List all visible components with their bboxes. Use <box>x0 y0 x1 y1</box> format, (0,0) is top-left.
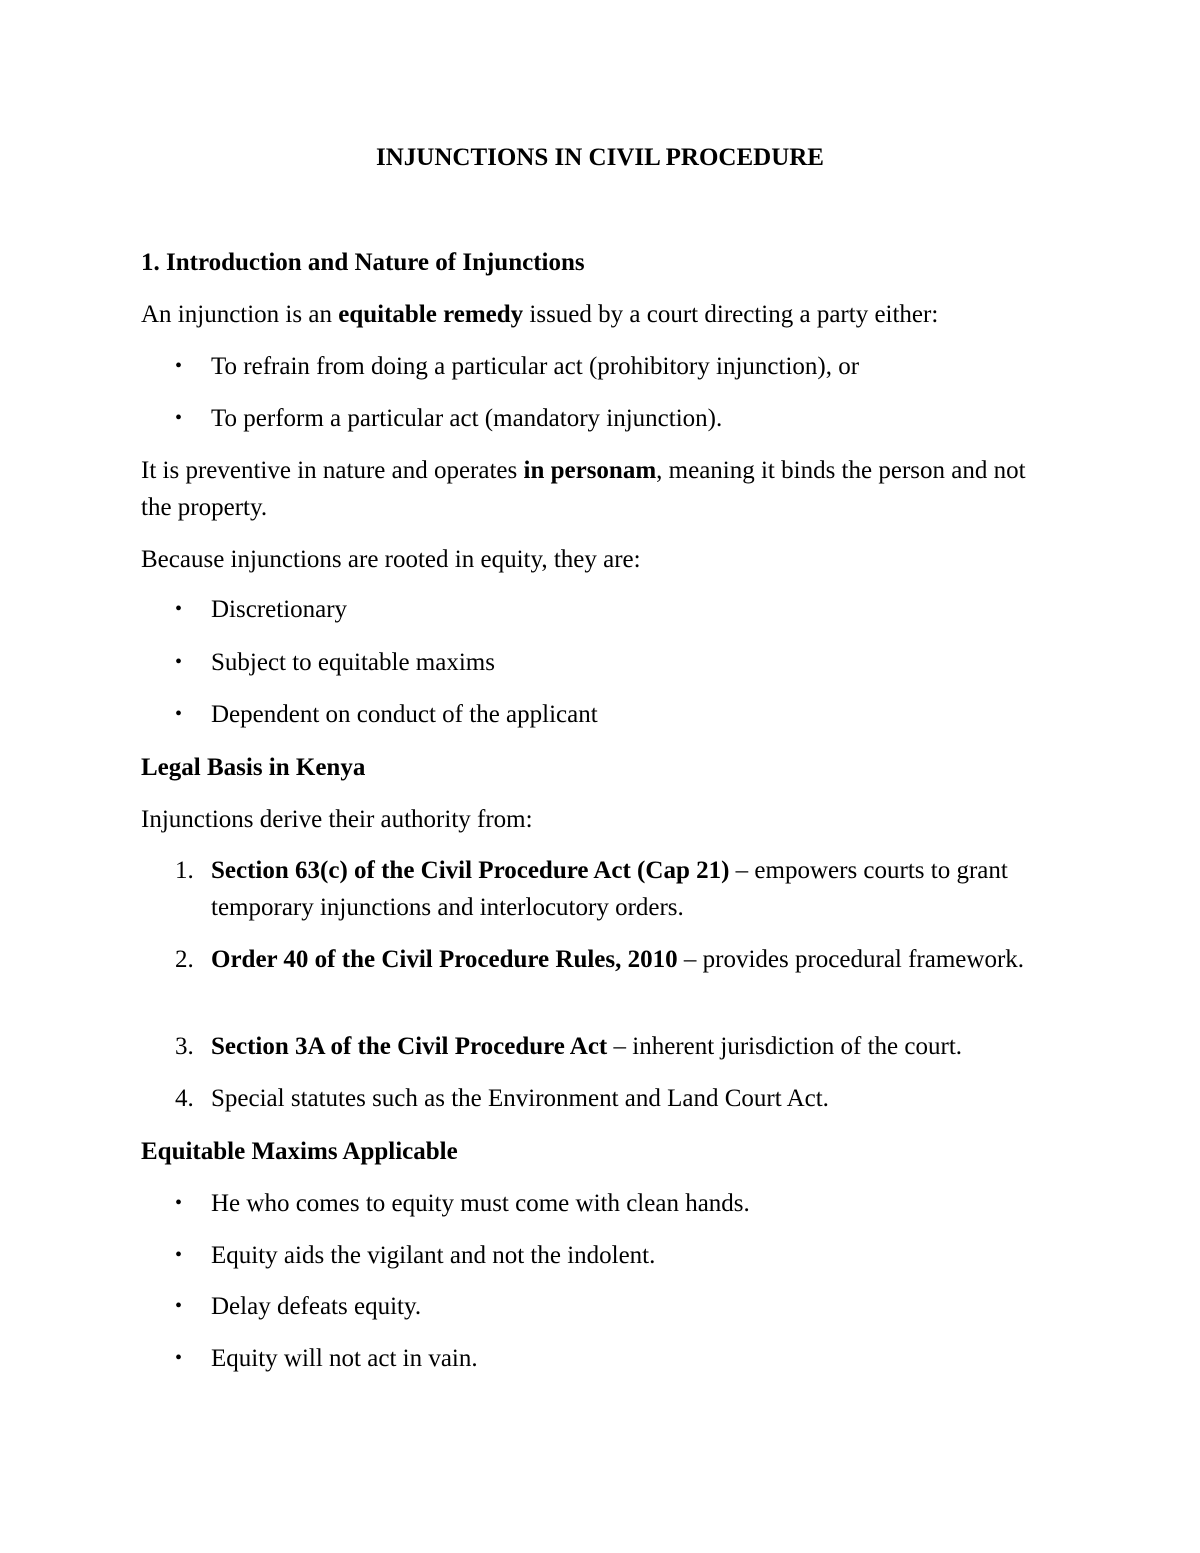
intro-text-post: issued by a court directing a party either: <box>523 301 939 328</box>
list-number: 2. <box>175 946 194 973</box>
list-item-text: Delay defeats equity. <box>211 1293 422 1320</box>
list-item-text: Subject to equitable maxims <box>211 649 495 676</box>
bullet-icon: • <box>175 703 183 725</box>
numbered-item-rest: – empowers courts to grant temporary injunctions and interlocutory orders. <box>211 857 1008 921</box>
list-item-text: To perform a particular act (mandatory injunction). <box>211 405 723 432</box>
bullet-icon: • <box>175 651 183 673</box>
legal-basis-intro: Injunctions derive their authority from: <box>141 806 533 833</box>
bullet-icon: • <box>175 355 183 377</box>
nature-text-bold: in personam <box>523 457 657 484</box>
document-title: INJUNCTIONS IN CIVIL PROCEDURE <box>376 144 824 171</box>
list-item-text: Dependent on conduct of the applicant <box>211 701 598 728</box>
nature-text-pre: It is preventive in nature and operates <box>141 457 524 484</box>
list-item-text: Equity aids the vigilant and not the indolent. <box>211 1242 656 1269</box>
intro-paragraph <box>141 296 1041 333</box>
numbered-item-text <box>211 852 1041 926</box>
bullet-icon: • <box>175 1244 183 1266</box>
numbered-item-bold: Section 63(c) of the Civil Procedure Act (Cap 21) <box>211 857 730 884</box>
nature-paragraph <box>141 452 1041 526</box>
list-item-text: Discretionary <box>211 596 348 623</box>
bullet-icon: • <box>175 1192 183 1214</box>
list-item-text: To refrain from doing a particular act (prohibitory injunction), or <box>211 353 860 380</box>
numbered-item-bold: Section 3A of the Civil Procedure Act <box>211 1033 608 1060</box>
numbered-item-text <box>211 941 1041 978</box>
intro-text-bold: equitable remedy <box>338 301 524 328</box>
equity-intro-paragraph: Because injunctions are rooted in equity, they are: <box>141 546 641 573</box>
list-number: 4. <box>175 1085 194 1112</box>
numbered-item-rest: – provides procedural framework. <box>677 946 1025 973</box>
bullet-icon: • <box>175 1295 183 1317</box>
numbered-item-rest: Special statutes such as the Environment and Land Court Act. <box>211 1085 829 1112</box>
list-number: 1. <box>175 857 194 884</box>
list-number: 3. <box>175 1033 194 1060</box>
intro-text-pre: An injunction is an <box>141 301 339 328</box>
numbered-item-text <box>211 1028 1041 1065</box>
bullet-icon: • <box>175 598 183 620</box>
list-item-text: Equity will not act in vain. <box>211 1345 478 1372</box>
section-heading-legal-basis: Legal Basis in Kenya <box>141 754 366 781</box>
nature-text-post: , meaning it binds the person and not the property. <box>141 457 1026 521</box>
numbered-item-bold: Order 40 of the Civil Procedure Rules, 2010 <box>211 946 678 973</box>
section-heading-maxims: Equitable Maxims Applicable <box>141 1138 458 1165</box>
list-item-text: He who comes to equity must come with clean hands. <box>211 1190 750 1217</box>
bullet-icon: • <box>175 407 183 429</box>
bullet-icon: • <box>175 1347 183 1369</box>
numbered-item-text <box>211 1080 1041 1117</box>
numbered-item-rest: – inherent jurisdiction of the court. <box>607 1033 963 1060</box>
section-heading-introduction: 1. Introduction and Nature of Injunctions <box>141 249 585 276</box>
